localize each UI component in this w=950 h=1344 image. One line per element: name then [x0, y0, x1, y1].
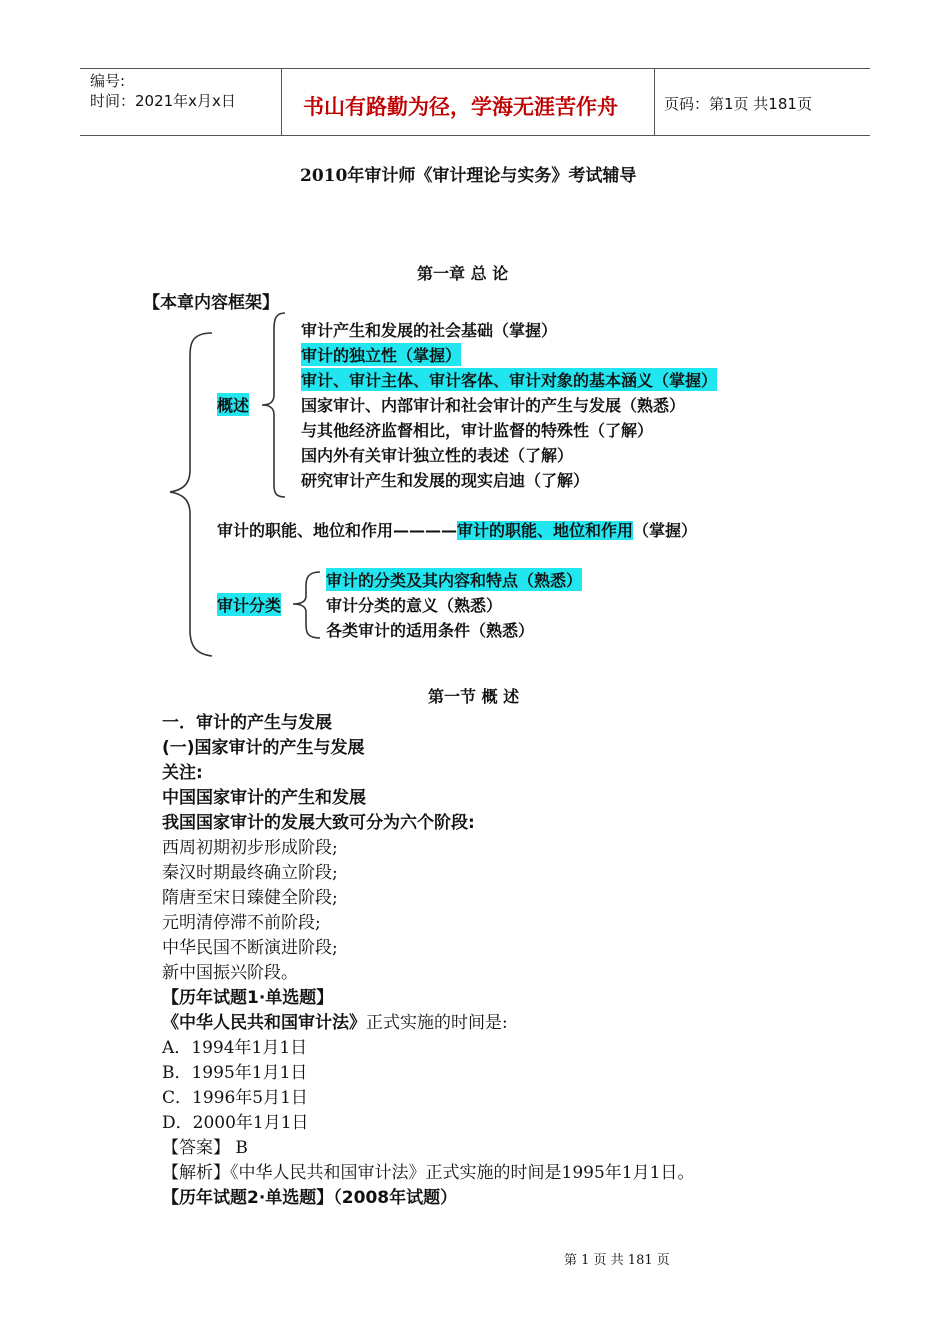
overview-item-4: 国家审计、内部审计和社会审计的产生与发展（熟悉）: [301, 396, 686, 415]
function-suffix: （掌握）: [633, 521, 698, 540]
body-line-6: 西周初期初步形成阶段;: [162, 838, 338, 858]
function-right: 审计的职能、地位和作用: [457, 521, 634, 540]
option-b: B．1995年1月1日: [162, 1063, 308, 1083]
body-line-5: 我国国家审计的发展大致可分为六个阶段:: [162, 813, 475, 833]
number-label: 编号:: [90, 72, 126, 90]
overview-item-2: 审计的独立性（掌握）: [301, 343, 461, 366]
doc-title: 2010年审计师《审计理论与实务》考试辅导: [300, 166, 637, 186]
motto: 书山有路勤为径，学海无涯苦作舟: [303, 94, 618, 119]
body-line-3: 关注:: [162, 763, 203, 783]
classify-brace: [293, 572, 320, 638]
overview-item-7: 研究审计产生和发展的现实启迪（了解）: [301, 471, 590, 490]
page-info: 页码：第1页 共181页: [664, 95, 812, 113]
question-stem: 正式实施的时间是:: [366, 1013, 508, 1033]
option-a: A．1994年1月1日: [162, 1038, 308, 1058]
overview-brace: [262, 313, 285, 497]
page-footer: 第 1 页 共 181 页: [564, 1253, 670, 1268]
body-line-20: 【历年试题2·单选题】（2008年试题）: [162, 1188, 458, 1208]
answer: 【答案】 B: [162, 1138, 248, 1158]
classification-item-1: 审计的分类及其内容和特点（熟悉）: [326, 568, 582, 591]
option-c: C．1996年5月1日: [162, 1088, 308, 1108]
overview-item-6: 国内外有关审计独立性的表述（了解）: [301, 446, 574, 465]
body-line-8: 隋唐至宋日臻健全阶段;: [162, 888, 338, 908]
section-title: 第一节 概 述: [428, 687, 520, 706]
chapter-title: 第一章 总 论: [417, 264, 509, 283]
classification-item-3: 各类审计的适用条件（熟悉）: [326, 621, 535, 640]
function-dash: ————: [393, 521, 458, 540]
time-label: 时间：2021年x月x日: [90, 92, 236, 110]
body-line-4: 中国国家审计的产生和发展: [162, 788, 366, 808]
body-line-13: [162, 1008, 508, 1033]
framework-heading: 【本章内容框架】: [143, 293, 279, 313]
body-line-12: 【历年试题1·单选题】: [162, 988, 334, 1008]
body-line-9: 元明清停滞不前阶段;: [162, 913, 321, 933]
classification-label: 审计分类: [217, 593, 281, 616]
overview-label: 概述: [217, 393, 249, 416]
body-line-7: 秦汉时期最终确立阶段;: [162, 863, 338, 883]
body-line-11: 新中国振兴阶段。: [162, 963, 298, 983]
function-left: 审计的职能、地位和作用: [217, 521, 394, 540]
body-line-10: 中华民国不断演进阶段;: [162, 938, 338, 958]
function-row: [217, 518, 697, 541]
classification-item-2: 审计分类的意义（熟悉）: [326, 596, 503, 615]
body-line-2: (一)国家审计的产生与发展: [162, 738, 365, 758]
big-brace: [170, 333, 212, 656]
explanation: 【解析】《中华人民共和国审计法》正式实施的时间是1995年1月1日。: [162, 1163, 695, 1183]
overview-item-3: 审计、审计主体、审计客体、审计对象的基本涵义（掌握）: [301, 368, 717, 391]
option-d: D．2000年1月1日: [162, 1113, 309, 1133]
overview-item-5: 与其他经济监督相比，审计监督的特殊性（了解）: [301, 421, 654, 440]
body-line-1: 一．审计的产生与发展: [162, 713, 332, 733]
law-name: 《中华人民共和国审计法》: [162, 1013, 366, 1033]
overview-item-1: 审计产生和发展的社会基础（掌握）: [301, 321, 558, 340]
